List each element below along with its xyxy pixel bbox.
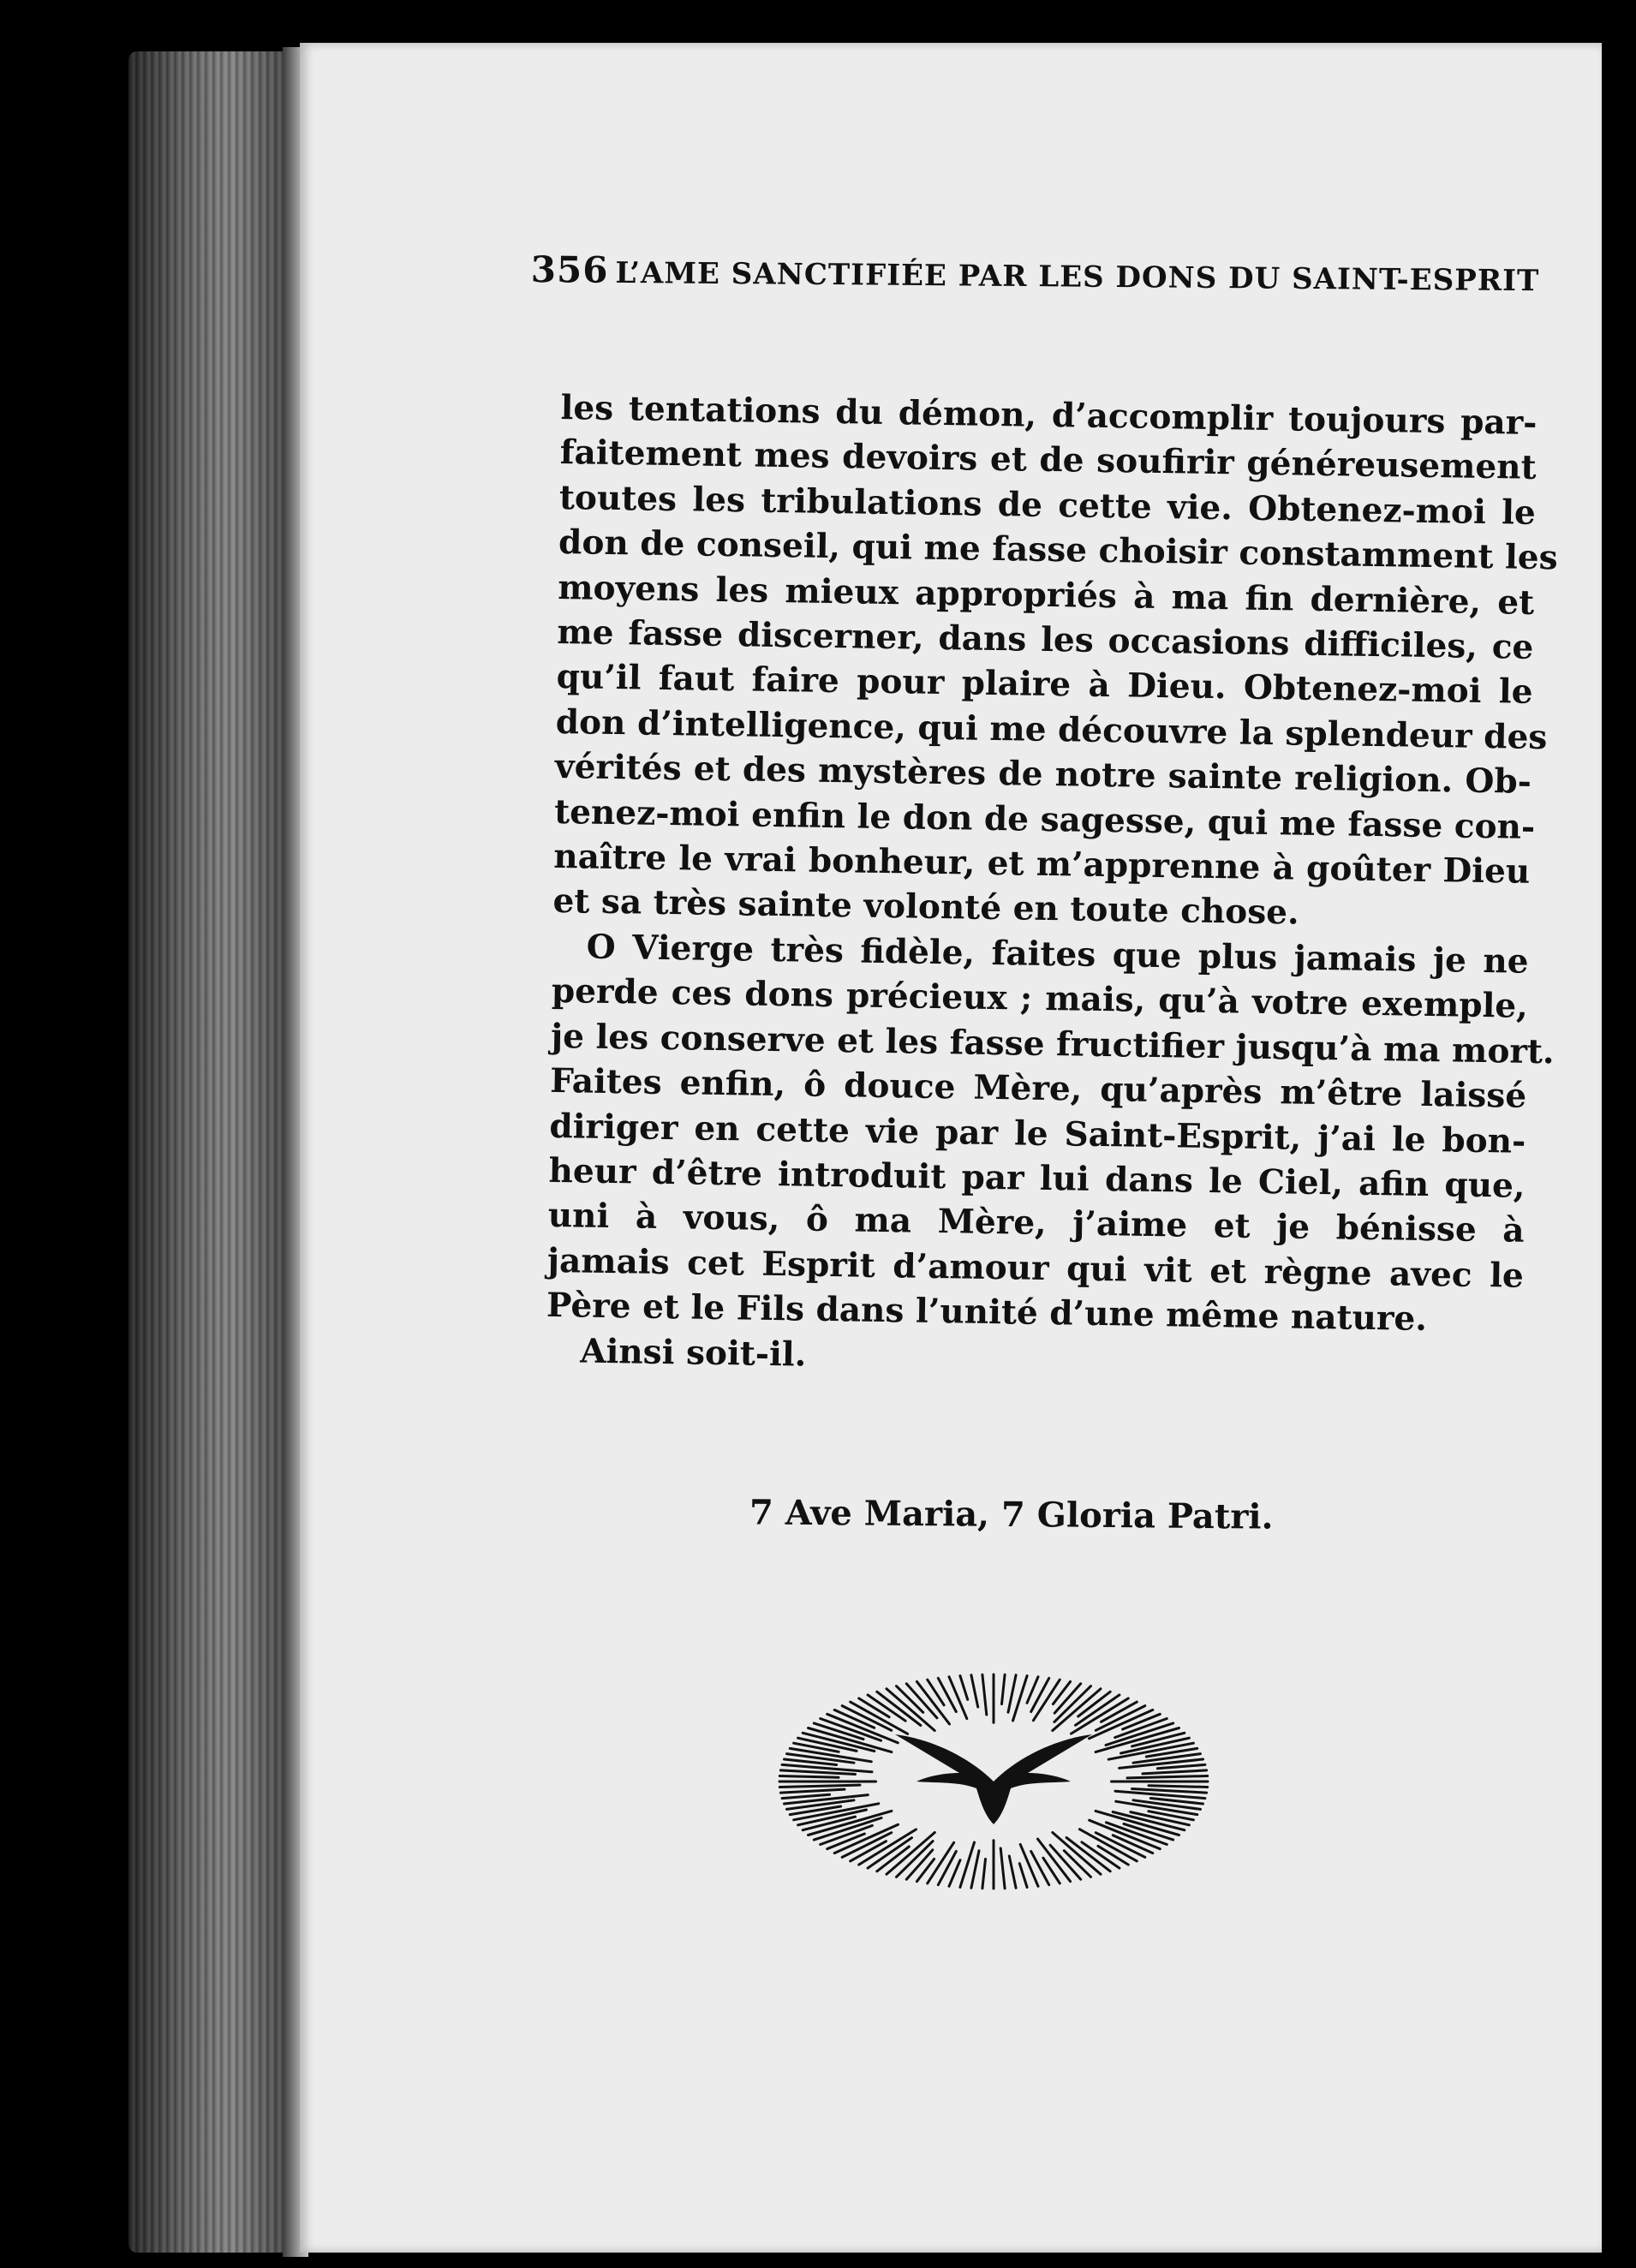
- ornament-ray: [1009, 1856, 1016, 1888]
- body-text: [546, 385, 1558, 1388]
- ornament-ray: [1031, 1678, 1049, 1711]
- text-line: vérités et des mystères de notre sainte religion. Ob-: [554, 747, 1532, 803]
- text-line: diriger en cette vie par le Saint-Esprit, j’ai le bon-: [549, 1106, 1526, 1161]
- book-spine: [128, 51, 300, 2253]
- text-line: les tentations du démon, d’accomplir toujours par-: [560, 387, 1537, 443]
- book-page: [300, 43, 1602, 2253]
- text-line: faitement mes devoirs et de soufirir généreusement: [559, 433, 1537, 488]
- text-line: don d’intelligence, qui me découvre la splendeur des: [555, 701, 1548, 757]
- text-line: naître le vrai bonheur, et m’apprenne à goûter Dieu: [552, 836, 1531, 892]
- text-line: perde ces dons précieux ; mais, qu’à votre exemple,: [551, 971, 1529, 1027]
- running-title: L’AME SANCTIFIÉE PAR LES DONS DU SAINT-ESPRIT: [615, 255, 1540, 299]
- ornament-ray: [982, 1859, 986, 1889]
- ornament-ray: [779, 1776, 839, 1778]
- ornament-ray: [1000, 1848, 1005, 1889]
- closing-line: Ainsi soit-il.: [579, 1331, 807, 1375]
- ornament-ray: [1149, 1786, 1208, 1788]
- ornament-ray: [971, 1851, 979, 1889]
- text-line: Père et le Fils dans l’unité d’une même nature.: [546, 1285, 1428, 1340]
- prayer-count: 7 Ave Maria, 7 Gloria Patri.: [749, 1492, 1274, 1537]
- ornament-ray: [1157, 1764, 1205, 1768]
- ornament-ray: [1019, 1864, 1027, 1888]
- page-number: 356: [530, 248, 609, 291]
- text-line: uni à vous, ô ma Mère, j’aime et je bénisse à: [547, 1196, 1525, 1251]
- ornament-ray: [779, 1785, 860, 1787]
- dove-in-rays-icon: [767, 1653, 1221, 1893]
- running-header: [531, 248, 1550, 299]
- ornament-ray: [960, 1676, 968, 1700]
- ornament-ray: [782, 1794, 830, 1798]
- ornament-ray: [1127, 1776, 1208, 1778]
- ornament-ray: [982, 1674, 987, 1715]
- ornament-ray: [971, 1675, 978, 1707]
- text-line: et sa très sainte volonté en toute chose.: [552, 881, 1299, 934]
- ornament-ray: [938, 1678, 956, 1711]
- ornament-ray: [1002, 1674, 1006, 1704]
- text-line: moyens les mieux appropriés à ma fin dernière, et: [557, 567, 1535, 623]
- text-line: Faites enfin, ô douce Mère, qu’après m’être laissé: [549, 1060, 1527, 1116]
- ornament-ray: [1031, 1852, 1049, 1885]
- ornament-ray: [1143, 1770, 1207, 1774]
- text-line: jamais cet Esprit d’amour qui vit et règne avec le: [546, 1240, 1525, 1296]
- text-line: O Vierge très fidèle, faites que plus jamais je ne: [586, 927, 1529, 982]
- text-line: me fasse discerner, dans les occasions difficiles, ce: [557, 612, 1534, 667]
- text-line: je les conserve et les fasse fructifier jusqu’à ma mort.: [550, 1016, 1555, 1071]
- text-line: qu’il faut faire pour plaire à Dieu. Obtenez-moi le: [556, 657, 1533, 713]
- ornament-ray: [938, 1852, 956, 1885]
- ornament-ray: [780, 1789, 845, 1793]
- text-line: toutes les tribulations de cette vie. Obtenez-moi le: [558, 477, 1537, 533]
- ornament-ray: [1008, 1675, 1016, 1713]
- ornament-ray: [949, 1677, 967, 1719]
- ornament-ray: [1020, 1844, 1038, 1886]
- text-line: tenez-moi enfin le don de sagesse, qui me fasse con-: [553, 791, 1536, 847]
- text-line: don de conseil, qui me fasse choisir constamment les: [558, 522, 1558, 578]
- text-line: heur d’être introduit par lui dans le Ciel, afin que,: [548, 1150, 1526, 1206]
